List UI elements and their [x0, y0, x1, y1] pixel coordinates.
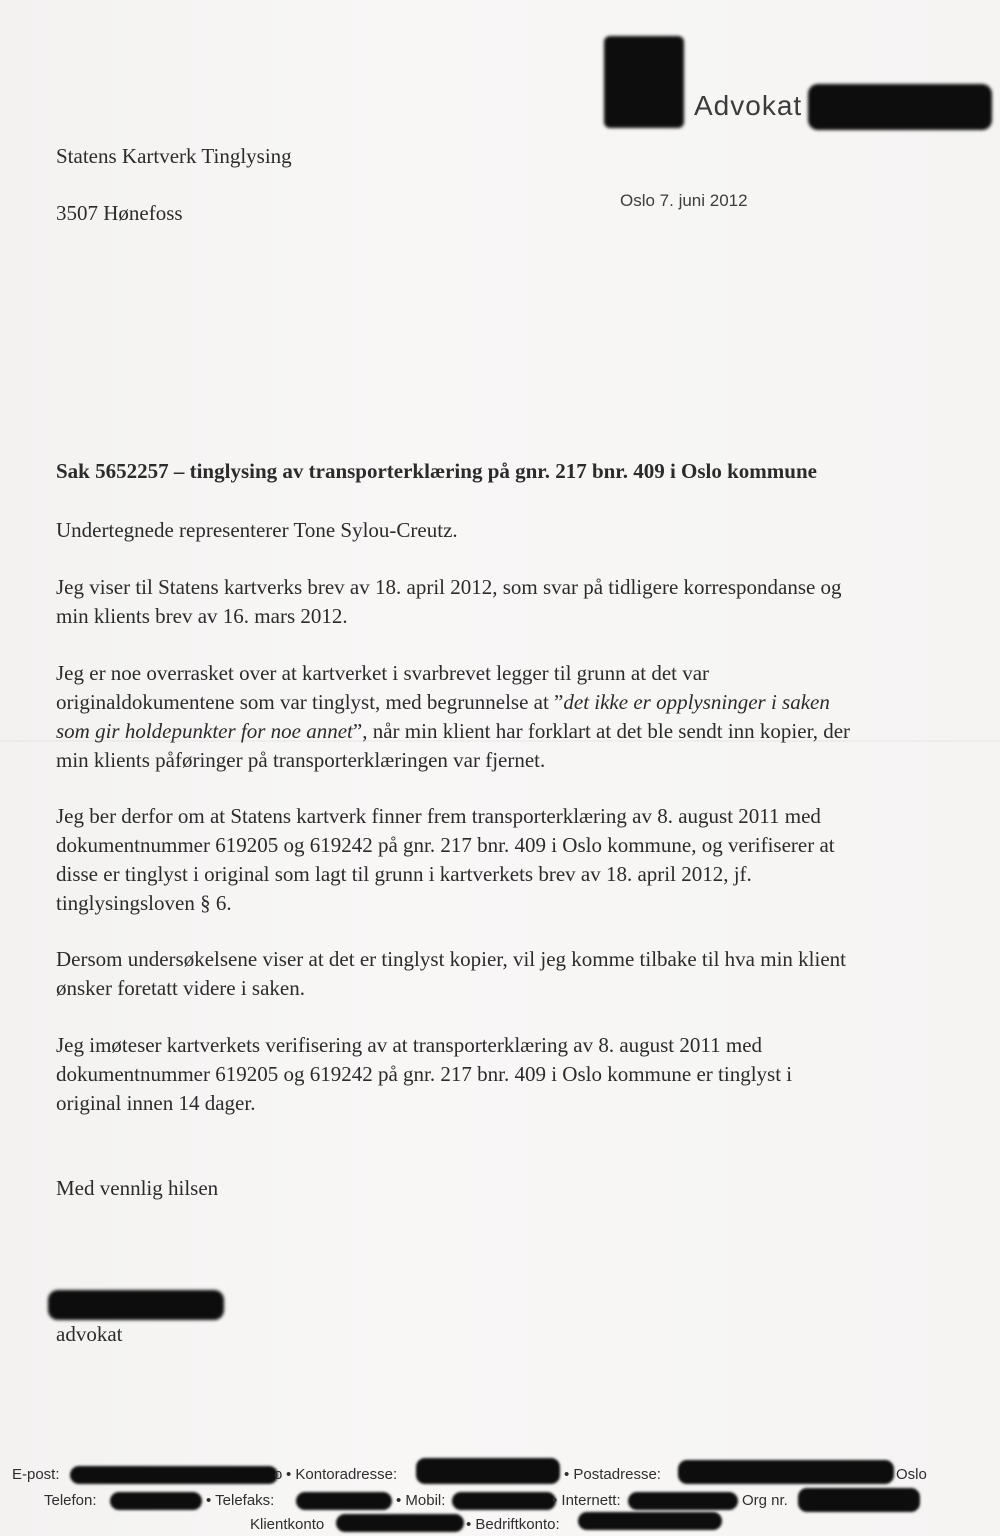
paragraph-5 [56, 945, 936, 1003]
paragraph-line: disse er tinglyst i original som lagt til grunn i kartverkets brev av 18. april 2012, jf. [56, 862, 752, 886]
footer-org-label: Org nr. [742, 1492, 788, 1509]
paragraph-3 [56, 659, 936, 775]
redacted-firm-name [808, 84, 992, 130]
paragraph-line: dokumentnummer 619205 og 619242 på gnr. 217 bnr. 409 i Oslo kommune, og verifiserer at [56, 833, 835, 857]
paragraph-line: ønsker foretatt videre i saken. [56, 976, 305, 1000]
paragraph-line: Jeg er noe overrasket over at kartverket i svarbrevet legger til grunn at det var [56, 661, 710, 685]
redacted-office-address [416, 1458, 560, 1484]
paragraph-4 [56, 802, 936, 918]
redacted-business-account [578, 1512, 722, 1530]
paragraph-line: Undertegnede representerer Tone Sylou-Creutz. [56, 518, 458, 542]
paragraph-line: tinglysingsloven § 6. [56, 891, 232, 915]
paragraph-line: dokumentnummer 619205 og 619242 på gnr. 217 bnr. 409 i Oslo kommune er tinglyst i [56, 1062, 793, 1086]
footer-email-label: E-post: [12, 1466, 60, 1483]
quoted-text: som gir holdepunkter for noe annet [56, 719, 353, 743]
redacted-fax [296, 1492, 392, 1510]
footer-phone-label: Telefon: [44, 1492, 97, 1509]
recipient-city: 3507 Hønefoss [56, 201, 183, 225]
redacted-org-number [798, 1488, 920, 1512]
signature-title: advokat [56, 1322, 123, 1346]
closing: Med vennlig hilsen [56, 1176, 219, 1200]
paragraph-line [56, 717, 936, 746]
redacted-signature [48, 1290, 224, 1320]
letter-date: Oslo 7. juni 2012 [620, 191, 748, 210]
redacted-postal-address [678, 1460, 894, 1484]
footer-fax-label: • Telefaks: [206, 1492, 275, 1509]
recipient-name: Statens Kartverk Tinglysing [56, 144, 292, 168]
paragraph-6 [56, 1031, 936, 1118]
redacted-logo [604, 36, 684, 128]
footer-internet-label: • Internett: [552, 1492, 621, 1509]
paragraph-line: min klients brev av 16. mars 2012. [56, 604, 348, 628]
firm-name: Advokat [694, 90, 803, 121]
footer-client-account-label: Klientkonto [250, 1516, 325, 1533]
footer-office-label: • Kontoradresse: [286, 1466, 398, 1483]
footer-email-tail: o [274, 1466, 283, 1483]
footer-postal-tail: Oslo [896, 1466, 927, 1483]
paragraph-line [56, 688, 936, 717]
paragraph-line: min klients påføringer på transporterklæringen var fjernet. [56, 748, 546, 772]
paragraph-line: Dersom undersøkelsene viser at det er tinglyst kopier, vil jeg komme tilbake til hva min klient [56, 947, 846, 971]
quoted-text: det ikke er opplysninger i saken [563, 690, 830, 714]
paragraph-text: ”, når min klient har forklart at det ble sendt inn kopier, der [352, 719, 851, 743]
paragraph-line: Jeg viser til Statens kartverks brev av 18. april 2012, som svar på tidligere korrespondanse og [56, 575, 842, 599]
redacted-client-account [336, 1514, 464, 1532]
paragraph-1 [56, 516, 936, 545]
redacted-website [628, 1492, 738, 1510]
footer-business-account-label: • Bedriftkonto: [466, 1516, 560, 1533]
redacted-mobile [452, 1492, 556, 1510]
paragraph-line: original innen 14 dager. [56, 1091, 256, 1115]
paragraph-line: Jeg imøteser kartverkets verifisering av at transporterklæring av 8. august 2011 med [56, 1033, 763, 1057]
redacted-email [70, 1466, 278, 1484]
paragraph-text: originaldokumentene som var tinglyst, med begrunnelse at ” [56, 690, 564, 714]
footer-postal-label: • Postadresse: [564, 1466, 661, 1483]
footer-mobile-label: • Mobil: [396, 1492, 446, 1509]
subject-line: Sak 5652257 – tinglysing av transporterklæring på gnr. 217 bnr. 409 i Oslo kommune [56, 459, 817, 483]
redacted-phone [110, 1492, 202, 1510]
paragraph-line: Jeg ber derfor om at Statens kartverk finner frem transporterklæring av 8. august 2011 med [56, 804, 821, 828]
paragraph-2 [56, 573, 936, 631]
